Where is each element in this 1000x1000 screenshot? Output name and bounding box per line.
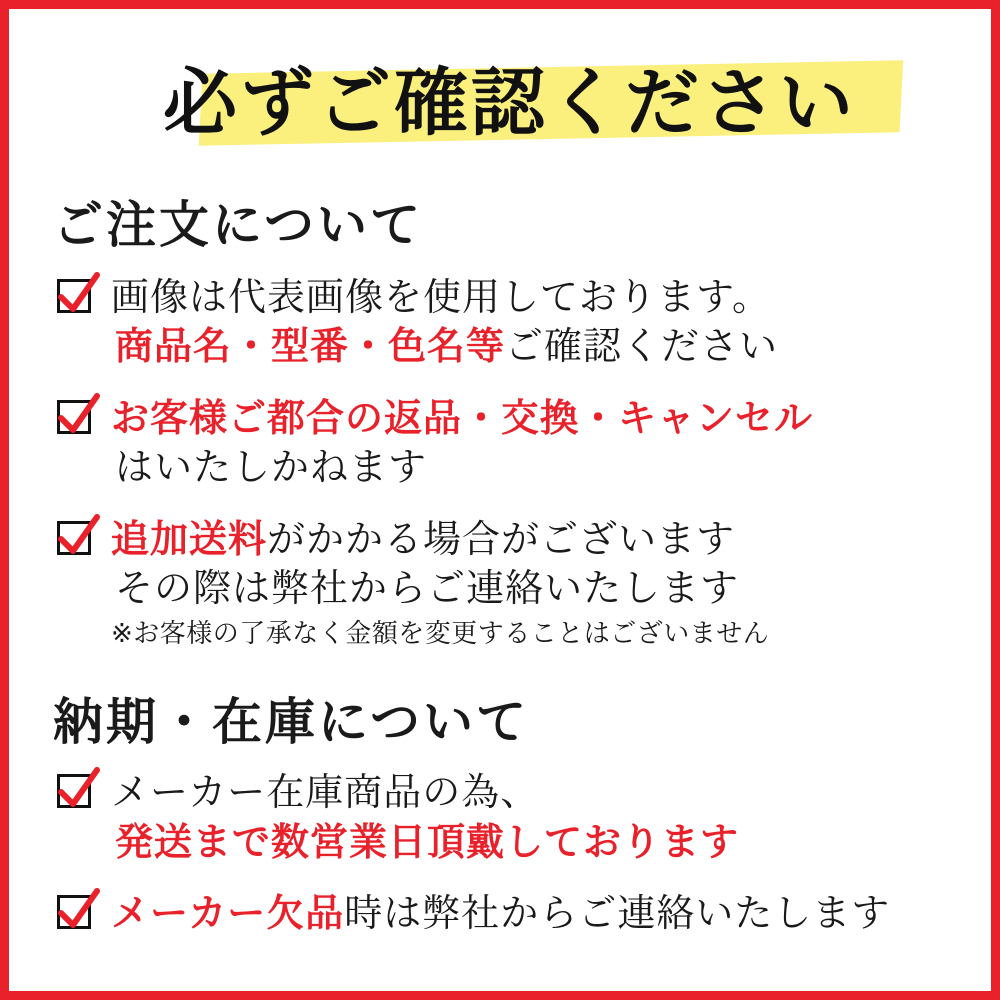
notice-item-lines [111,515,947,653]
notice-line [111,889,947,938]
notice-line: メーカー在庫商品の為、 [111,770,540,815]
notice-line-segment: 追加送料 [111,516,268,561]
notice-item [53,515,947,653]
notice-item [53,768,947,867]
notice-footnote: ※お客様の了承なく金額を変更することはございません [111,619,770,650]
page-title-text: 必ずご確認ください [163,60,856,146]
notice-page [9,9,991,991]
border-bottom [0,991,1000,1000]
checkbox-checked-icon [57,400,97,440]
notice-line-segment: がかかる場合がございます [267,516,736,561]
section-heading: ご注文について [53,196,423,254]
notice-line-segment: 時は弊社からご連絡いたします [344,891,891,936]
notice-item-lines [111,394,947,493]
notice-line-segment: 商品名・型番・色名等 [115,324,506,369]
sections-container [53,185,947,939]
border-top [0,0,1000,9]
notice-line: その際は弊社からご連絡いたします [115,565,740,610]
check-mark-icon [55,513,101,559]
notice-line: 画像は代表画像を使用しております。 [111,275,771,319]
notice-item [53,273,947,372]
border-right [991,0,1000,1000]
notice-line [111,515,947,564]
checkbox-checked-icon [57,895,97,935]
notice-line: はいたしかねます [115,445,428,490]
notice-item [53,889,947,938]
notice-item-lines [111,768,947,867]
notice-line-segment: ご確認ください [505,324,779,369]
notice-line: お客様ご都合の返品・交換・キャンセル [111,395,814,440]
checkbox-checked-icon [57,774,97,814]
notice-item-lines [111,273,947,372]
border-left [0,0,9,1000]
checkbox-checked-icon [57,279,97,319]
check-mark-icon [55,271,101,317]
section-heading: 納期・在庫について [53,693,529,752]
notice-line [111,322,947,371]
check-mark-icon [55,887,101,933]
notice-line-segment: メーカー欠品 [111,891,345,936]
checkbox-checked-icon [57,521,97,561]
notice-item [53,394,947,493]
page-title [163,47,947,159]
notice-item-lines [111,889,947,938]
check-mark-icon [55,392,101,438]
check-mark-icon [55,766,101,812]
notice-line: 発送まで数営業日頂戴しております [115,819,740,864]
